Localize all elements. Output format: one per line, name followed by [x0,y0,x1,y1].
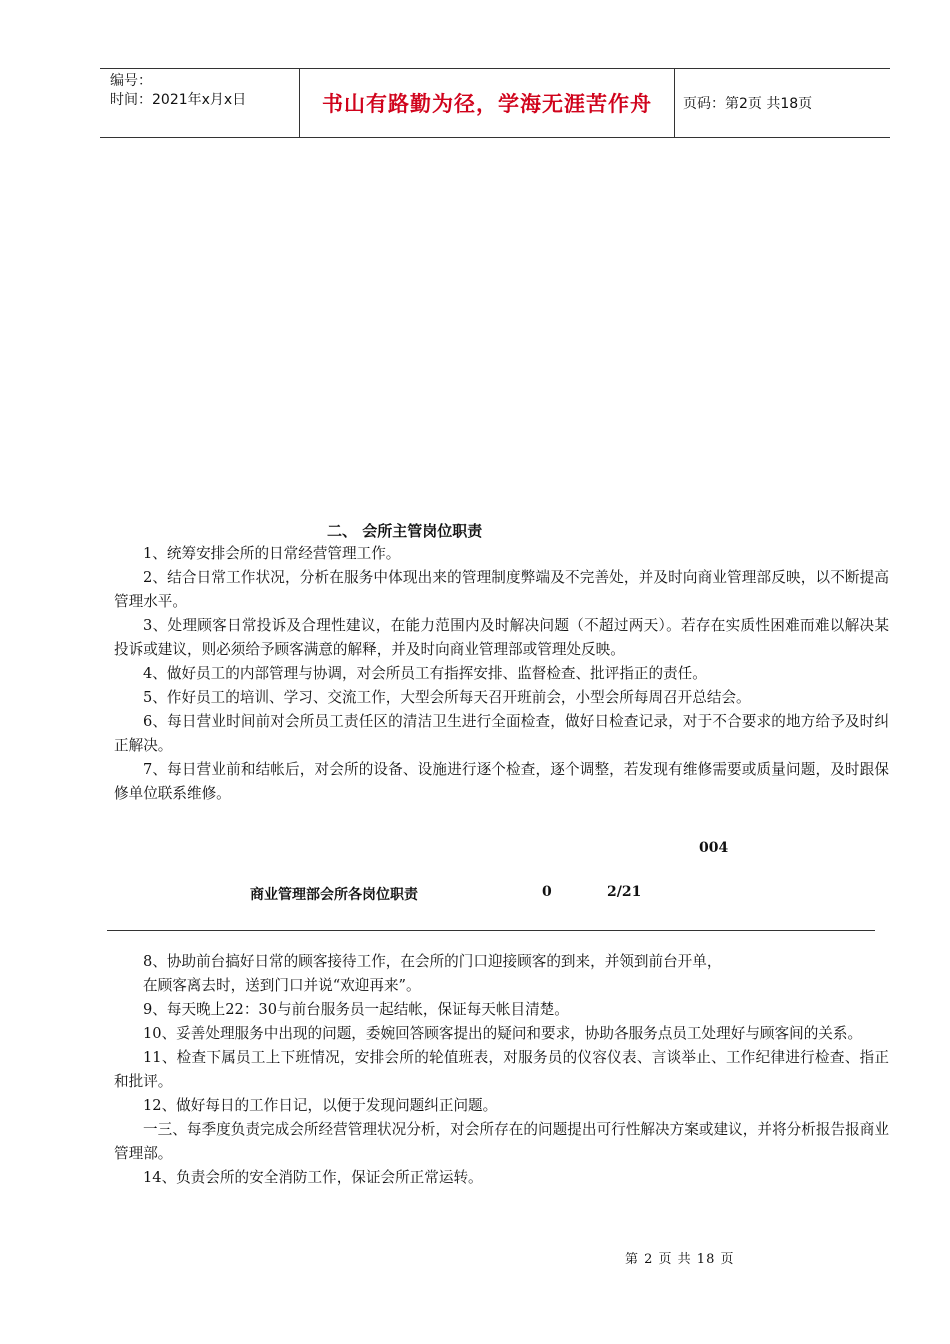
duty-item: 2、结合日常工作状况，分析在服务中体现出来的管理制度弊端及不完善处，并及时向商业管理部反映，以不断提高管理水平。 [114,569,889,610]
duty-item: 10、妥善处理服务中出现的问题，委婉回答顾客提出的疑问和要求，协助各服务点员工处理好与顾客间的关系。 [143,1025,863,1042]
duty-item: 一三、每季度负责完成会所经营管理状况分析，对会所存在的问题提出可行性解决方案或建议，并将分析报告报商业管理部。 [114,1121,889,1162]
inner-footer-title: 商业管理部会所各岗位职责 [250,887,418,903]
inner-footer-zero: 0 [542,884,552,900]
duty-item-continuation: 在顾客离去时，送到门口并说“欢迎再来”。 [143,977,421,994]
header-meta [100,69,300,137]
duty-item: 7、每日营业前和结帐后，对会所的设备、设施进行逐个检查，逐个调整，若发现有维修需要或质量问题，及时跟保修单位联系维修。 [114,761,889,802]
document-header [100,68,890,138]
duty-item: 11、检查下属员工上下班情况，安排会所的轮值班表，对服务员的仪容仪表、言谈举止、工作纪律进行检查、指正和批评。 [114,1049,889,1090]
duty-item: 1、统筹安排会所的日常经营管理工作。 [143,545,401,562]
header-page-label: 页码：第2页 共18页 [683,96,813,112]
page-footer: 第 2 页 共 18 页 [625,1252,735,1267]
duty-item: 6、每日营业时间前对会所员工责任区的清洁卫生进行全面检查，做好日检查记录，对于不合要求的地方给予及时纠正解决。 [114,713,889,754]
divider-line [107,930,875,931]
number-label: 编号： [110,73,152,89]
duty-item: 14、负责会所的安全消防工作，保证会所正常运转。 [143,1169,483,1186]
duty-item: 4、做好员工的内部管理与协调，对会所员工有指挥安排、监督检查、批评指正的责任。 [143,665,707,682]
inner-footer-page: 2/21 [607,884,642,900]
section1-body [114,542,889,806]
time-label: 时间：2021年x月x日 [110,92,247,108]
duty-item: 12、做好每日的工作日记，以便于发现问题纠正问题。 [143,1097,498,1114]
section2-body [114,950,889,1190]
duty-item: 9、每天晚上22：30与前台服务员一起结帐，保证每天帐目清楚。 [143,1001,569,1018]
duty-item: 3、处理顾客日常投诉及合理性建议，在能力范围内及时解决问题（不超过两天）。若存在实质性困难而难以解决某投诉或建议，则必须给予顾客满意的解释，并及时向商业管理部或管理处反映。 [114,617,889,658]
header-motto: 书山有路勤为径，学海无涯苦作舟 [300,69,675,137]
section-title: 二、 会所主管岗位职责 [327,522,483,540]
duty-item: 8、协助前台搞好日常的顾客接待工作，在会所的门口迎接顾客的到来，并领到前台开单， [143,953,722,970]
doc-code: 004 [699,840,729,856]
duty-item: 5、作好员工的培训、学习、交流工作，大型会所每天召开班前会，小型会所每周召开总结会。 [143,689,751,706]
